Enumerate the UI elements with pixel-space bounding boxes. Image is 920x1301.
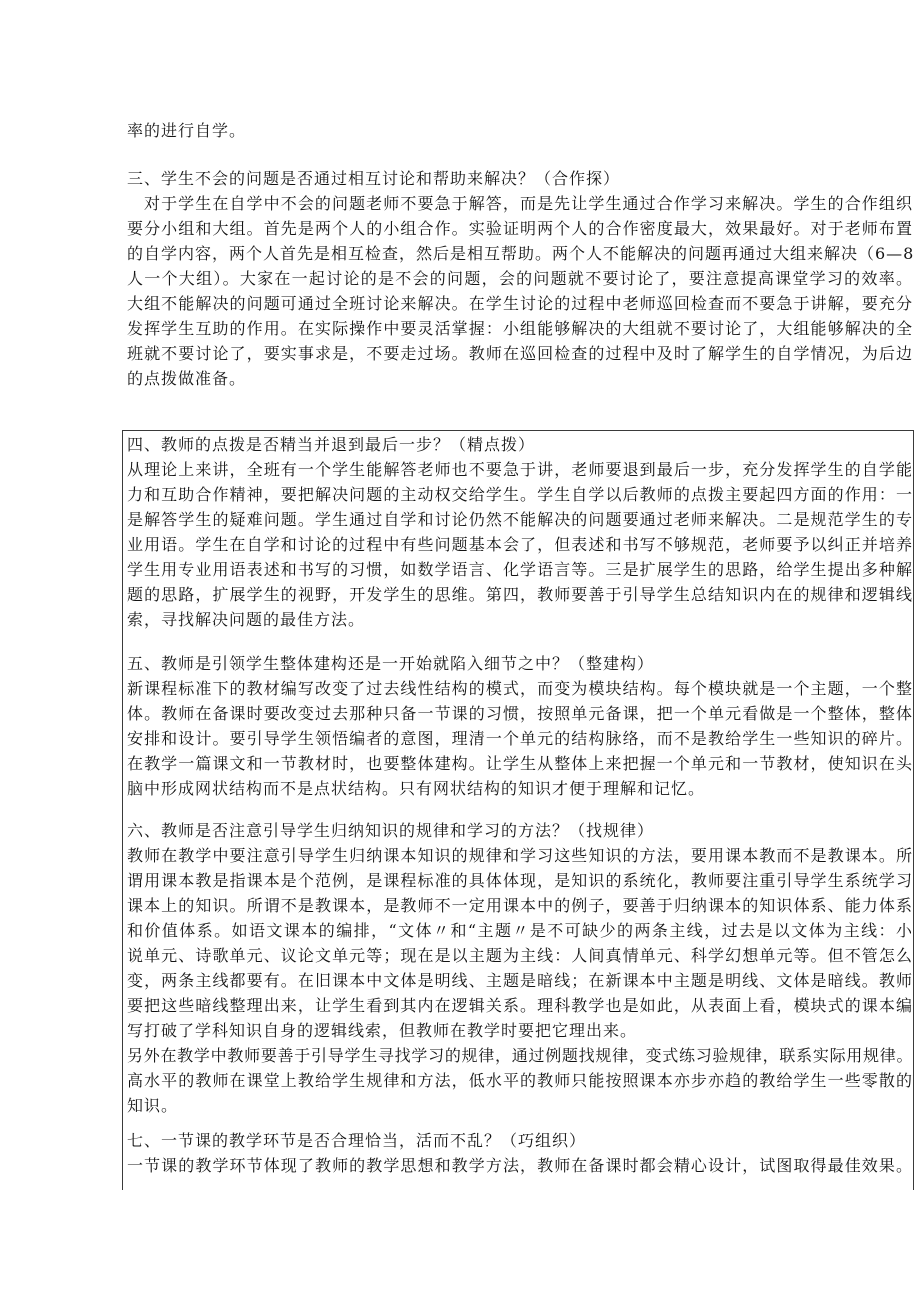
section-heading: 四、教师的点拨是否精当并退到最后一步？（精点拨） [127,435,536,454]
paragraph-line: 是解答学生的疑难问题。学生通过自学和讨论仍然不能解决的问题要通过老师来解决。二是规范学生的专 [127,510,913,529]
section-heading: 六、教师是否注意引导学生归纳知识的规律和学习的方法？（找规律） [127,821,655,840]
paragraph-line: 力和互助合作精神，要把解决问题的主动权交给学生。学生自学以后教师的点拨主要起四方面的作用：一 [127,485,913,504]
paragraph-line: 一节课的教学环节体现了教师的教学思想和教学方法，教师在备课时都会精心设计，试图取得最佳效果。 [127,1156,913,1175]
paragraph-line: 写打破了学科知识自身的逻辑线索，但教师在教学时要把它理出来。 [127,1021,638,1040]
section-heading: 七、一节课的教学环节是否合理恰当，活而不乱？（巧组织） [127,1131,587,1150]
paragraph-line: 在教学一篇课文和一节教材时，也要整体建构。让学生从整体上来把握一个单元和一节教材，使知识在头 [127,754,913,773]
paragraph-line: 索，寻找解决问题的最佳方法。 [127,610,366,629]
section-4 [127,432,913,632]
section-7 [127,1128,913,1178]
section-3 [127,166,913,391]
paragraph-line: 变，两条主线都要有。在旧课本中文体是明线、主题是暗线；在新课本中主题是明线、文体是暗线。教师 [127,971,913,990]
paragraph-line: 教师在教学中要注意引导学生归纳课本知识的规律和学习这些知识的方法，要用课本教而不是教课本。所 [127,846,913,865]
paragraph-line: 和价值体系。如语文课本的编排，“文体〃和“主题〃是不可缺少的两条主线，过去是以文体为主线：小 [127,921,913,940]
paragraph-line: 体。教师在备课时要改变过去那种只备一节课的习惯，按照单元备课，把一个单元看做是一个整体，整体 [127,704,913,723]
paragraph-line: 新课程标准下的教材编写改变了过去线性结构的模式，而变为模块结构。每个模块就是一个主题，一个整 [127,679,913,698]
section-heading: 五、教师是引领学生整体建构还是一开始就陷入细节之中？（整建构） [127,654,655,673]
paragraph-line: 谓用课本教是指课本是个范例，是课程标准的具体体现，是知识的系统化，教师要注重引导学生系统学习 [127,871,913,890]
section-heading: 三、学生不会的问题是否通过相互讨论和帮助来解决？（合作探） [127,169,621,188]
paragraph-line: 题的思路，扩展学生的视野，开发学生的思维。第四，教师要善于引导学生总结知识内在的规律和逻辑线 [127,585,913,604]
paragraph-line: 大组不能解决的问题可通过全班讨论来解决。在学生讨论的过程中老师巡回检查而不要急于讲解，要充分 [127,294,913,313]
paragraph-line: 人一个大组）。大家在一起讨论的是不会的问题，会的问题就不要讨论了，要注意提高课堂学习的效率。 [127,269,913,288]
paragraph-line: 率的进行自学。 [127,121,247,140]
paragraph-line: 发挥学生互助的作用。在实际操作中要灵活掌握：小组能够解决的大组就不要讨论了，大组能够解决的全 [127,319,913,338]
paragraph-line: 脑中形成网状结构而不是点状结构。只有网状结构的知识才便于理解和记忆。 [127,779,706,798]
paragraph-line: 的点拨做准备。 [127,369,247,388]
paragraph-line: 从理论上来讲，全班有一个学生能解答老师也不要急于讲，老师要退到最后一步，充分发挥学生的自学能 [127,460,913,479]
paragraph-line: 对于学生在自学中不会的问题老师不要急于解答，而是先让学生通过合作学习来解决。学生的合作组织 [144,194,913,213]
paragraph-line: 安排和设计。要引导学生领悟编者的意图，理清一个单元的结构脉络，而不是教给学生一些知识的碎片。 [127,729,913,748]
paragraph-line: 知识。 [127,1096,179,1115]
paragraph-line: 要分小组和大组。首先是两个人的小组合作。实验证明两个人的合作密度最大，效果最好。对于老师布置 [127,219,913,238]
section-6 [127,818,913,1118]
paragraph-line: 班就不要讨论了，要实事求是，不要走过场。教师在巡回检查的过程中及时了解学生的自学情况，为后边 [127,344,913,363]
paragraph-line: 业用语。学生在自学和讨论的过程中有些问题基本会了，但表述和书写不够规范，老师要予以纠正并培养 [127,535,913,554]
paragraph-line: 高水平的教师在课堂上教给学生规律和方法，低水平的教师只能按照课本亦步亦趋的教给学生一些零散的 [127,1071,913,1090]
paragraph-line: 要把这些暗线整理出来，让学生看到其内在逻辑关系。理科教学也是如此，从表面上看，模块式的课本编 [127,996,913,1015]
continued-text [127,118,913,143]
paragraph-line: 说单元、诗歌单元、议论文单元等；现在是以主题为主线：人间真情单元、科学幻想单元等。但不管怎么 [127,946,913,965]
paragraph-line: 的自学内容，两个人首先是相互检查，然后是相互帮助。两个人不能解决的问题再通过大组来解决（6—8 [127,244,915,263]
section-5 [127,651,913,801]
paragraph-line: 另外在教学中教师要善于引导学生寻找学习的规律，通过例题找规律，变式练习验规律，联系实际用规律。 [127,1046,913,1065]
paragraph-line: 课本上的知识。所谓不是教课本，是教师不一定用课本中的例子，要善于归纳课本的知识体系、能力体系 [127,896,913,915]
paragraph-line: 学生用专业用语表述和书写的习惯，如数学语言、化学语言等。三是扩展学生的思路，给学生提出多种解 [127,560,913,579]
